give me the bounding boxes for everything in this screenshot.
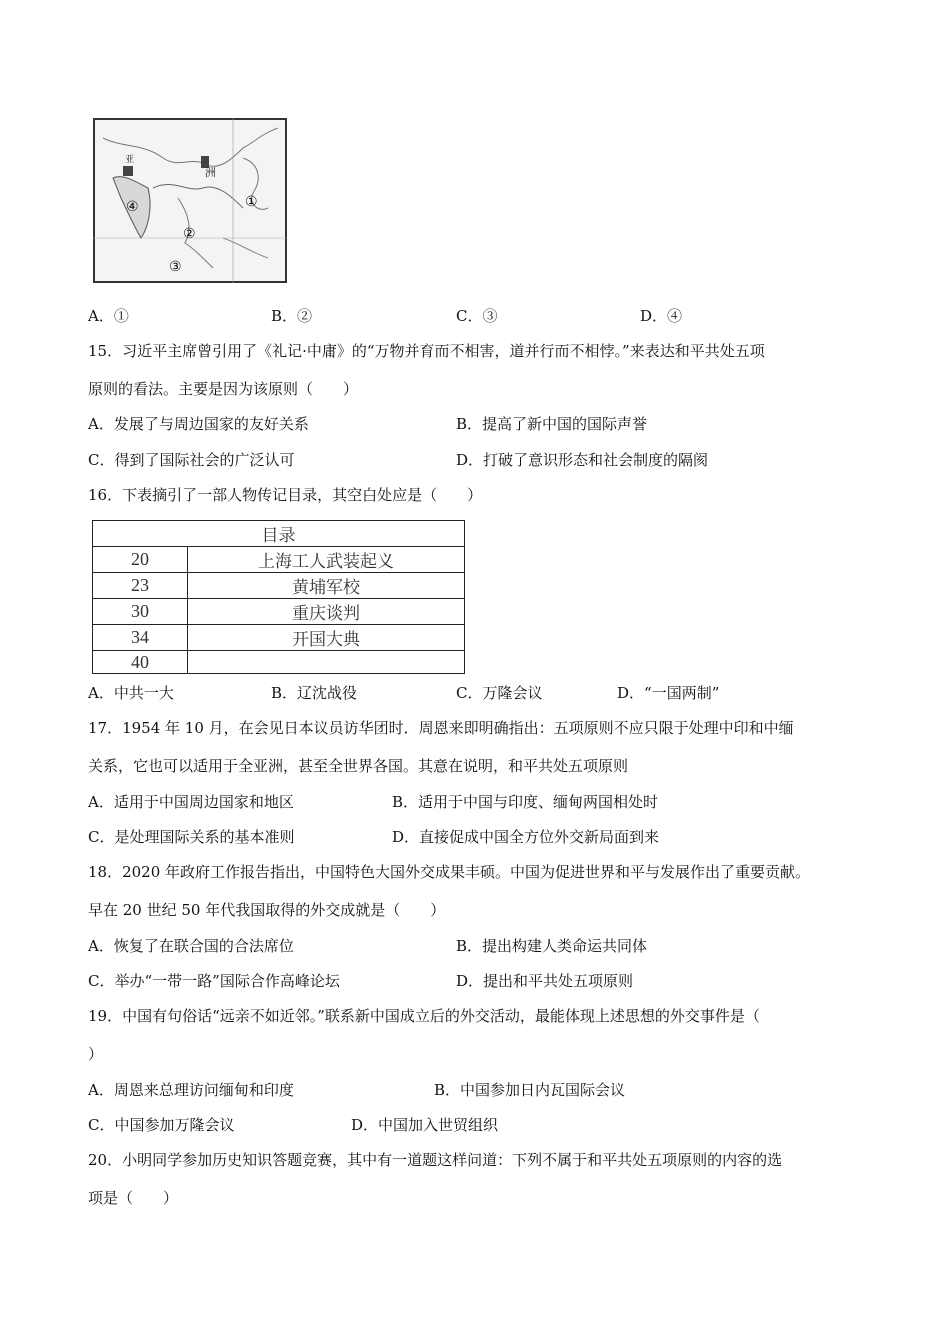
q15-option-a[interactable]: A．发展了与周边国家的友好关系 (88, 415, 309, 433)
q15-option-c[interactable]: C．得到了国际社会的广泛认可 (88, 451, 295, 469)
q16-option-b[interactable]: B．辽沈战役 (271, 684, 358, 702)
q19-option-d[interactable]: D．中国加入世贸组织 (351, 1116, 499, 1134)
toc-page-number: 23 (93, 573, 188, 599)
map-marker-4: ④ (126, 199, 139, 215)
q18-stem-line1: 18．2020 年政府工作报告指出，中国特色大国外交成果丰硕。中国为促进世界和平与发展作出了重要贡献。 (88, 863, 811, 881)
building-icon (123, 166, 133, 176)
toc-chapter-title: 黄埔军校 (188, 573, 465, 599)
asia-map-figure (93, 118, 287, 283)
q14-option-d[interactable]: D．④ (640, 307, 683, 325)
toc-page-number: 30 (93, 599, 188, 625)
map-label-ya: 亚 (125, 155, 135, 165)
q19-option-c[interactable]: C．中国参加万隆会议 (88, 1116, 235, 1134)
q17-option-b[interactable]: B．适用于中国与印度、缅甸两国相处时 (392, 793, 659, 811)
q16-stem: 16．下表摘引了一部人物传记目录，其空白处应是（ ） (88, 486, 483, 504)
toc-page-number: 34 (93, 625, 188, 651)
table-row (93, 547, 465, 573)
q17-option-d[interactable]: D．直接促成中国全方位外交新局面到来 (392, 828, 660, 846)
q14-option-a[interactable]: A．① (88, 307, 129, 325)
q17-stem-line2: 关系，它也可以适用于全亚洲，甚至全世界各国。其意在说明，和平共处五项原则 (88, 757, 629, 775)
table-row (93, 651, 465, 674)
toc-page-number: 40 (93, 651, 188, 674)
toc-chapter-title: 重庆谈判 (188, 599, 465, 625)
map-label-zhou: 洲 (205, 166, 216, 179)
q16-option-a[interactable]: A．中共一大 (88, 684, 174, 702)
q18-stem-line2: 早在 20 世纪 50 年代我国取得的外交成就是（ ） (88, 901, 446, 919)
toc-page-number: 20 (93, 547, 188, 573)
q20-stem-line1: 20．小明同学参加历史知识答题竞赛，其中有一道题这样问道：下列不属于和平共处五项原则的内容的选 (88, 1151, 783, 1169)
q18-option-d[interactable]: D．提出和平共处五项原则 (456, 972, 634, 990)
q14-option-b[interactable]: B．② (271, 307, 313, 325)
q15-option-b[interactable]: B．提高了新中国的国际声誉 (456, 415, 648, 433)
q14-option-c[interactable]: C．③ (456, 307, 498, 325)
table-row (93, 521, 465, 547)
toc-chapter-title: 上海工人武装起义 (188, 547, 465, 573)
q18-option-a[interactable]: A．恢复了在联合国的合法席位 (88, 937, 294, 955)
toc-blank-cell (188, 651, 465, 674)
q18-option-c[interactable]: C．举办“一带一路”国际合作高峰论坛 (88, 972, 340, 990)
q19-option-a[interactable]: A．周恩来总理访问缅甸和印度 (88, 1081, 294, 1099)
q20-stem-line2: 项是（ ） (88, 1189, 179, 1207)
toc-header: 目录 (93, 521, 465, 547)
q19-stem-line1: 19．中国有句俗话“远亲不如近邻。”联系新中国成立后的外交活动，最能体现上述思想的外交事件是（ (88, 1007, 760, 1025)
toc-chapter-title: 开国大典 (188, 625, 465, 651)
table-row (93, 625, 465, 651)
table-row (93, 573, 465, 599)
biography-toc-table (92, 520, 465, 674)
q19-option-b[interactable]: B．中国参加日内瓦国际会议 (434, 1081, 626, 1099)
map-marker-1: ① (245, 194, 258, 210)
q15-stem-line1: 15．习近平主席曾引用了《礼记·中庸》的“万物并育而不相害，道并行而不相悖。”来表达和平共处五项 (88, 342, 765, 360)
q16-option-d[interactable]: D．“一国两制” (617, 684, 720, 702)
q15-stem-line2: 原则的看法。主要是因为该原则（ ） (88, 380, 359, 398)
map-marker-3: ③ (169, 259, 182, 275)
q16-option-c[interactable]: C．万隆会议 (456, 684, 543, 702)
map-marker-2: ② (183, 226, 196, 242)
q18-option-b[interactable]: B．提出构建人类命运共同体 (456, 937, 648, 955)
table-row (93, 599, 465, 625)
q17-option-a[interactable]: A．适用于中国周边国家和地区 (88, 793, 294, 811)
q17-stem-line1: 17．1954 年 10 月，在会见日本议员访华团时．周恩来即明确指出：五项原则不应只限于处理中印和中缅 (88, 719, 794, 737)
q15-option-d[interactable]: D．打破了意识形态和社会制度的隔阂 (456, 451, 709, 469)
q19-stem-line2: ） (88, 1045, 104, 1063)
q17-option-c[interactable]: C．是处理国际关系的基本准则 (88, 828, 295, 846)
